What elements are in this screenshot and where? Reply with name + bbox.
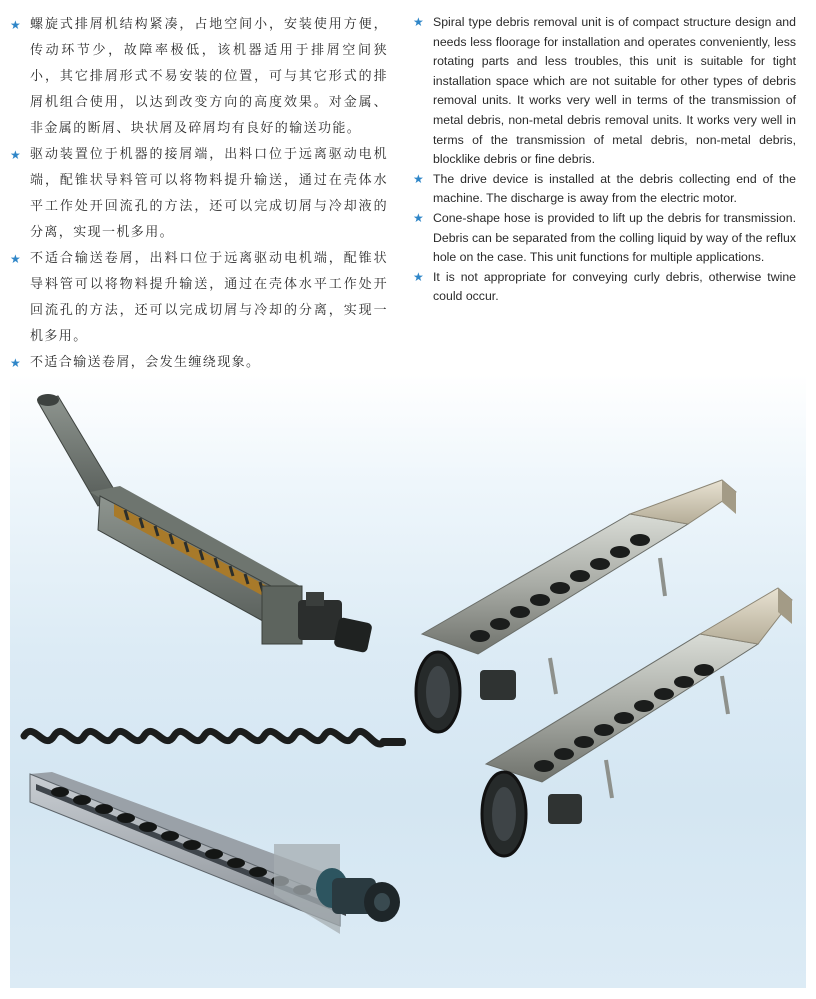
english-description [413, 13, 796, 307]
chinese-paragraph: 驱动装置位于机器的接屑端，出料口位于远离驱动电机端，配锥状导料管可以将物料提升输送，通过在壳体水平工作处开回流孔的方法，还可以完成切屑与冷却液的分离，实现一机多用。 [30, 147, 388, 240]
list-item [413, 170, 796, 209]
star-bullet-icon: ★ [10, 18, 23, 32]
star-bullet-icon: ★ [413, 15, 424, 29]
product-photos [10, 374, 806, 988]
list-item [10, 12, 388, 142]
list-item [10, 246, 388, 350]
list-item [10, 142, 388, 246]
list-item [413, 209, 796, 268]
list-item [413, 268, 796, 307]
product-photo-panel [10, 374, 806, 988]
chinese-paragraph: 螺旋式排屑机结构紧凑，占地空间小，安装使用方便，传动环节少，故障率极低，该机器适用于排屑空间狭小，其它排屑形式不易安装的位置，可与其它形式的排屑机组合使用，以达到改变方向的高度效果。对金属、非金属的断屑、块状屑及碎屑均有良好的输送功能。 [30, 17, 388, 136]
chinese-paragraph: 不适合输送卷屑，会发生缠绕现象。 [30, 355, 261, 370]
star-bullet-icon: ★ [413, 269, 424, 284]
star-bullet-icon: ★ [10, 148, 23, 162]
english-paragraph: Spiral type debris removal unit is of compact structure design and needs less floorage for installation and operates conveniently, less rotating parts and less troubles, this unit is suitable for tight installation space which are not suitable for other types of debris removal units. It works very well in terms of the transmission of metal debris, non-metal debris removal units. It works very well in terms of the transmission of metal debris, non-metal debris, blocklike debris or fine debris. [433, 15, 796, 167]
english-paragraph: Cone-shape hose is provided to lift up the debris for transmission. Debris can be separated from the colling liquid by way of the reflux hole on the case. This unit functions for multiple applications. [433, 210, 796, 265]
star-bullet-icon: ★ [413, 210, 424, 225]
star-bullet-icon: ★ [10, 252, 23, 266]
spiral-screw-auger [24, 731, 406, 746]
star-bullet-icon: ★ [10, 356, 23, 370]
star-bullet-icon: ★ [413, 171, 424, 186]
english-paragraph: It is not appropriate for conveying curly debris, otherwise twine could occur. [433, 269, 796, 304]
list-item [413, 13, 796, 170]
list-item [10, 350, 388, 376]
chinese-paragraph: 不适合输送卷屑，出料口位于远离驱动电机端，配锥状导料管可以将物料提升输送，通过在壳体水平工作处开回流孔的方法，还可以完成切屑与冷却的分离，实现一机多用。 [30, 251, 388, 344]
open-trough-spiral-conveyor-with-gear-motor [30, 772, 400, 934]
chinese-description [10, 12, 388, 376]
english-paragraph: The drive device is installed at the debris collecting end of the machine. The discharge is away from the electric motor. [433, 171, 796, 206]
inclined-spiral-conveyor-with-motor [37, 394, 373, 653]
pair-of-stainless-spiral-conveyors-with-hose [416, 480, 792, 856]
